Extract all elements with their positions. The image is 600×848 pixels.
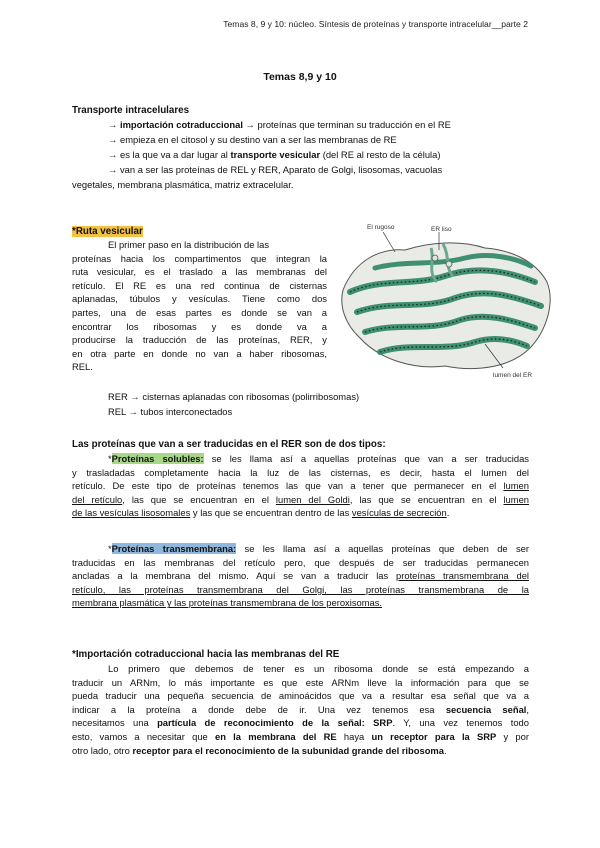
figure-label-lumen: lumen del ER xyxy=(493,372,533,379)
section-heading-ruta: *Ruta vesicular xyxy=(72,226,143,237)
page-header: Temas 8, 9 y 10: núcleo. Síntesis de proteínas y transporte intracelular__parte 2 xyxy=(223,19,528,29)
solubles-label: Proteínas solubles: xyxy=(111,453,204,464)
figure-label-rugoso: El rugoso xyxy=(367,224,395,231)
section-heading-import: *Importación cotraduccional hacia las membranas del RE xyxy=(72,649,340,660)
figure-label-liso: ER liso xyxy=(431,226,452,233)
solubles-paragraph: *Proteínas solubles: se les llama así a aquellas proteínas que van a ser traducidas y trasladadas completamente hacia la luz de las cisternas, es decir, hasta el lumen del retículo. De este tipo de proteínas tenemos las que van a tener que permanecer en el lumen del retículo, las que se encuentran en el lumen del Goldi, las que se encuentran en el lumen de las vesículas lisosomales y las que se encuentran dentro de las vesículas de secreción. xyxy=(72,453,530,519)
rer-definition: RER → cisternas aplanadas con ribosomas (polirribosomas) xyxy=(108,391,360,402)
section-heading-transport: Transporte intracelulares xyxy=(72,105,190,116)
transport-line-2: → empieza en el citosol y su destino van a ser las membranas de RE xyxy=(108,134,397,145)
transmembrana-label: Proteínas transmembrana: xyxy=(111,543,237,554)
page-title: Temas 8,9 y 10 xyxy=(263,71,337,83)
transport-line-3: → es la que va a dar lugar al transporte vesicular (del RE al resto de la célula) xyxy=(108,149,441,160)
import-paragraph: Lo primero que debemos de tener es un ribosoma donde se está empezando a traducir un ARNm, lo más importante es que este ARNm lleve la información para que se pueda traducir una pequeña secuencia de aminoácidos que va a resultar esa señal que va a indicar a la proteína a donde debe de ir. Una vez tenemos esa secuencia señal, necesitamos una partícula de reconocimiento de la señal: SRP. Y, una vez tenemos todo esto, vamos a necesitar que en la membrana del RE haya un receptor para la SRP y por otro lado, otro receptor para el reconocimiento de la subunidad grande del ribosoma. xyxy=(72,663,530,756)
transmembrana-paragraph: *Proteínas transmembrana: se les llama así a aquellas proteínas que deben de ser traducidas en las membranas del retículo pero, que después de ser traducidas permanecen ancladas a la membrana del mismo. Aquí se van a traducir las proteínas transmembrana del retículo, las proteínas transmembrana del Golgi, las proteínas transmembrana de la membrana plasmática y las proteínas transmembrana de los peroxisomas. xyxy=(72,543,529,609)
transport-line-1: → importación cotraduccional → proteínas que terminan su traducción en el RE xyxy=(108,119,451,130)
transport-line-5: vegetales, membrana plasmática, matriz extracelular. xyxy=(72,179,294,190)
er-illustration xyxy=(335,220,557,380)
section-heading-tipos: Las proteínas que van a ser traducidas en el RER son de dos tipos: xyxy=(72,439,386,450)
rel-definition: REL → tubos interconectados xyxy=(108,406,233,417)
transport-line-4: → van a ser las proteínas de REL y RER, Aparato de Golgi, lisosomas, vacuolas xyxy=(108,164,443,175)
er-drawing xyxy=(335,220,557,380)
ruta-paragraph: El primer paso en la distribución de las proteínas hacia los compartimentos que integran la ruta vesicular, es el traslado a las membranas del retículo. El RE es una red continua de cisternas aplanadas, túbulos y vesículas. Tiene como dos partes, una de esas partes es donde se van a encontrar los ribosomas y es donde va a producirse la traducción de las proteínas, RER, y en otra parte en donde no van a haber ribosomas, REL. xyxy=(72,239,327,373)
